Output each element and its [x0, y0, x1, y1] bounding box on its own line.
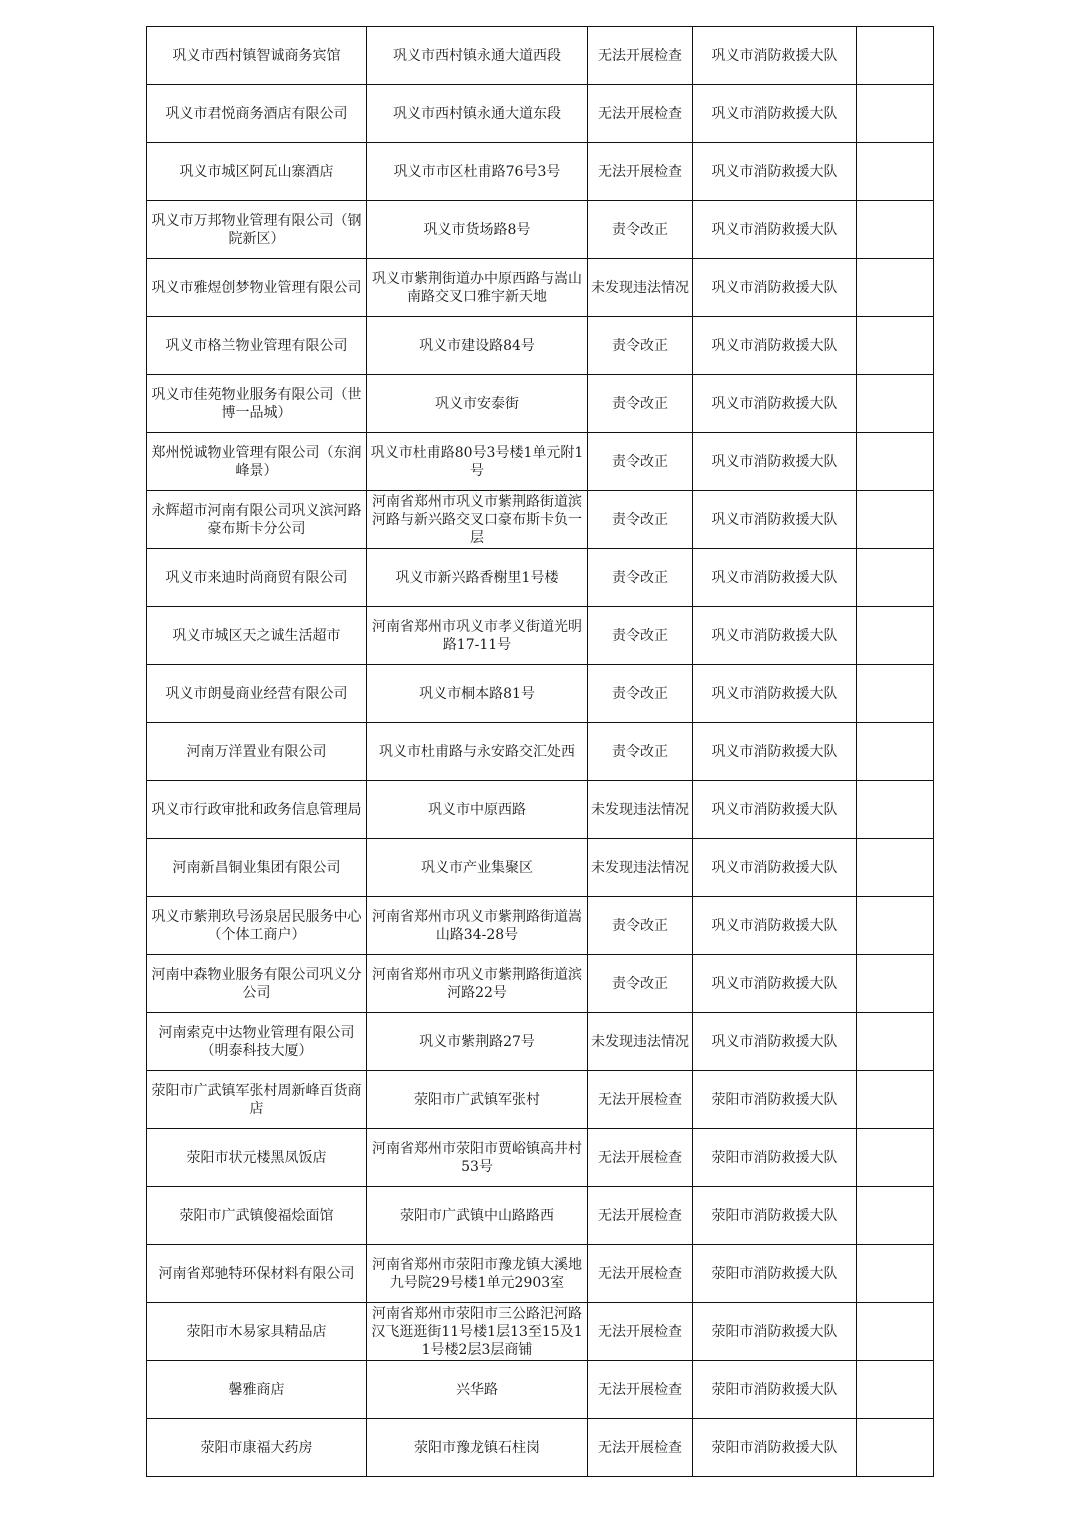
table-row — [147, 1419, 934, 1477]
remark-cell — [857, 433, 934, 491]
table-row — [147, 491, 934, 549]
inspection-result-cell: 责令改正 — [588, 201, 693, 259]
remark-cell — [857, 143, 934, 201]
remark-cell — [857, 1245, 934, 1303]
table-row — [147, 1013, 934, 1071]
remark-cell — [857, 723, 934, 781]
agency-cell: 巩义市消防救援大队 — [693, 259, 857, 317]
agency-cell: 巩义市消防救援大队 — [693, 143, 857, 201]
address-cell: 巩义市新兴路香榭里1号楼 — [367, 549, 588, 607]
address-cell: 巩义市杜甫路80号3号楼1单元附1号 — [367, 433, 588, 491]
agency-cell: 巩义市消防救援大队 — [693, 317, 857, 375]
unit-name-cell: 巩义市佳苑物业服务有限公司（世博一品城） — [147, 375, 367, 433]
address-cell: 荥阳市广武镇中山路路西 — [367, 1187, 588, 1245]
inspection-result-cell: 责令改正 — [588, 317, 693, 375]
inspection-result-cell: 无法开展检查 — [588, 85, 693, 143]
remark-cell — [857, 781, 934, 839]
unit-name-cell: 荥阳市广武镇傻福烩面馆 — [147, 1187, 367, 1245]
address-cell: 河南省郑州市荥阳市贾峪镇高井村53号 — [367, 1129, 588, 1187]
unit-name-cell: 巩义市紫荆玖号汤泉居民服务中心（个体工商户） — [147, 897, 367, 955]
remark-cell — [857, 1303, 934, 1361]
inspection-result-cell: 责令改正 — [588, 897, 693, 955]
unit-name-cell: 河南索克中达物业管理有限公司（明泰科技大厦） — [147, 1013, 367, 1071]
unit-name-cell: 馨雅商店 — [147, 1361, 367, 1419]
remark-cell — [857, 607, 934, 665]
agency-cell: 荥阳市消防救援大队 — [693, 1245, 857, 1303]
table-row — [147, 27, 934, 85]
table-row — [147, 1245, 934, 1303]
inspection-result-cell: 责令改正 — [588, 955, 693, 1013]
unit-name-cell: 巩义市雅煜创梦物业管理有限公司 — [147, 259, 367, 317]
unit-name-cell: 巩义市来迪时尚商贸有限公司 — [147, 549, 367, 607]
inspection-result-cell: 责令改正 — [588, 433, 693, 491]
table-row — [147, 897, 934, 955]
table-row — [147, 839, 934, 897]
table-row — [147, 433, 934, 491]
table-row — [147, 317, 934, 375]
table-body — [147, 27, 934, 1477]
table-row — [147, 85, 934, 143]
inspection-result-cell: 无法开展检查 — [588, 1361, 693, 1419]
table-row — [147, 259, 934, 317]
agency-cell: 巩义市消防救援大队 — [693, 723, 857, 781]
address-cell: 河南省郑州市巩义市紫荆路街道滨河路22号 — [367, 955, 588, 1013]
unit-name-cell: 巩义市格兰物业管理有限公司 — [147, 317, 367, 375]
address-cell: 巩义市西村镇永通大道西段 — [367, 27, 588, 85]
agency-cell: 巩义市消防救援大队 — [693, 549, 857, 607]
remark-cell — [857, 897, 934, 955]
inspection-table — [146, 26, 934, 1477]
inspection-result-cell: 无法开展检查 — [588, 1129, 693, 1187]
remark-cell — [857, 1013, 934, 1071]
inspection-result-cell: 无法开展检查 — [588, 1303, 693, 1361]
address-cell: 荥阳市豫龙镇石柱岗 — [367, 1419, 588, 1477]
table-row — [147, 955, 934, 1013]
agency-cell: 巩义市消防救援大队 — [693, 27, 857, 85]
table-row — [147, 143, 934, 201]
address-cell: 巩义市西村镇永通大道东段 — [367, 85, 588, 143]
address-cell: 河南省郑州市巩义市孝义街道光明路17-11号 — [367, 607, 588, 665]
inspection-result-cell: 无法开展检查 — [588, 143, 693, 201]
table-row — [147, 607, 934, 665]
agency-cell: 巩义市消防救援大队 — [693, 781, 857, 839]
agency-cell: 巩义市消防救援大队 — [693, 491, 857, 549]
table-row — [147, 1303, 934, 1361]
remark-cell — [857, 201, 934, 259]
agency-cell: 巩义市消防救援大队 — [693, 201, 857, 259]
table-row — [147, 1361, 934, 1419]
unit-name-cell: 巩义市朗曼商业经营有限公司 — [147, 665, 367, 723]
inspection-result-cell: 无法开展检查 — [588, 1245, 693, 1303]
inspection-result-cell: 无法开展检查 — [588, 1071, 693, 1129]
inspection-result-cell: 未发现违法情况 — [588, 259, 693, 317]
address-cell: 巩义市紫荆路27号 — [367, 1013, 588, 1071]
agency-cell: 巩义市消防救援大队 — [693, 897, 857, 955]
table-row — [147, 1071, 934, 1129]
remark-cell — [857, 1419, 934, 1477]
inspection-result-cell: 责令改正 — [588, 375, 693, 433]
agency-cell: 巩义市消防救援大队 — [693, 433, 857, 491]
remark-cell — [857, 1129, 934, 1187]
table-row — [147, 1187, 934, 1245]
address-cell: 河南省郑州市荥阳市豫龙镇大溪地九号院29号楼1单元2903室 — [367, 1245, 588, 1303]
remark-cell — [857, 549, 934, 607]
address-cell: 巩义市中原西路 — [367, 781, 588, 839]
unit-name-cell: 永辉超市河南有限公司巩义滨河路豪布斯卡分公司 — [147, 491, 367, 549]
inspection-result-cell: 无法开展检查 — [588, 1419, 693, 1477]
agency-cell: 荥阳市消防救援大队 — [693, 1419, 857, 1477]
inspection-result-cell: 责令改正 — [588, 723, 693, 781]
unit-name-cell: 巩义市行政审批和政务信息管理局 — [147, 781, 367, 839]
agency-cell: 荥阳市消防救援大队 — [693, 1071, 857, 1129]
table-row — [147, 375, 934, 433]
table-row — [147, 781, 934, 839]
address-cell: 巩义市产业集聚区 — [367, 839, 588, 897]
inspection-result-cell: 责令改正 — [588, 607, 693, 665]
unit-name-cell: 荥阳市状元楼黑凤饭店 — [147, 1129, 367, 1187]
unit-name-cell: 荥阳市木易家具精品店 — [147, 1303, 367, 1361]
remark-cell — [857, 27, 934, 85]
agency-cell: 巩义市消防救援大队 — [693, 839, 857, 897]
remark-cell — [857, 955, 934, 1013]
unit-name-cell: 巩义市君悦商务酒店有限公司 — [147, 85, 367, 143]
agency-cell: 荥阳市消防救援大队 — [693, 1361, 857, 1419]
remark-cell — [857, 1361, 934, 1419]
agency-cell: 荥阳市消防救援大队 — [693, 1129, 857, 1187]
address-cell: 河南省郑州市巩义市紫荆路街道滨河路与新兴路交叉口豪布斯卡负一层 — [367, 491, 588, 549]
inspection-result-cell: 未发现违法情况 — [588, 839, 693, 897]
unit-name-cell: 巩义市城区天之诚生活超市 — [147, 607, 367, 665]
agency-cell: 巩义市消防救援大队 — [693, 665, 857, 723]
address-cell: 巩义市安泰街 — [367, 375, 588, 433]
unit-name-cell: 巩义市城区阿瓦山寨酒店 — [147, 143, 367, 201]
inspection-result-cell: 未发现违法情况 — [588, 1013, 693, 1071]
address-cell: 巩义市紫荆街道办中原西路与嵩山南路交叉口雅宇新天地 — [367, 259, 588, 317]
agency-cell: 巩义市消防救援大队 — [693, 1013, 857, 1071]
agency-cell: 巩义市消防救援大队 — [693, 85, 857, 143]
unit-name-cell: 巩义市万邦物业管理有限公司（钢院新区） — [147, 201, 367, 259]
table-row — [147, 201, 934, 259]
remark-cell — [857, 491, 934, 549]
address-cell: 河南省郑州市荥阳市三公路汜河路汉飞逛逛街11号楼1层13至15及11号楼2层3层商铺 — [367, 1303, 588, 1361]
unit-name-cell: 巩义市西村镇智诚商务宾馆 — [147, 27, 367, 85]
unit-name-cell: 河南新昌铜业集团有限公司 — [147, 839, 367, 897]
inspection-result-cell: 未发现违法情况 — [588, 781, 693, 839]
inspection-result-cell: 无法开展检查 — [588, 27, 693, 85]
agency-cell: 荥阳市消防救援大队 — [693, 1303, 857, 1361]
unit-name-cell: 郑州悦诚物业管理有限公司（东润峰景） — [147, 433, 367, 491]
remark-cell — [857, 1187, 934, 1245]
remark-cell — [857, 317, 934, 375]
table-row — [147, 723, 934, 781]
inspection-result-cell: 责令改正 — [588, 549, 693, 607]
unit-name-cell: 河南省郑驰特环保材料有限公司 — [147, 1245, 367, 1303]
remark-cell — [857, 665, 934, 723]
address-cell: 荥阳市广武镇军张村 — [367, 1071, 588, 1129]
address-cell: 巩义市货场路8号 — [367, 201, 588, 259]
remark-cell — [857, 259, 934, 317]
inspection-result-cell: 无法开展检查 — [588, 1187, 693, 1245]
address-cell: 巩义市市区杜甫路76号3号 — [367, 143, 588, 201]
address-cell: 巩义市桐本路81号 — [367, 665, 588, 723]
address-cell: 巩义市建设路84号 — [367, 317, 588, 375]
remark-cell — [857, 85, 934, 143]
agency-cell: 巩义市消防救援大队 — [693, 607, 857, 665]
remark-cell — [857, 1071, 934, 1129]
agency-cell: 荥阳市消防救援大队 — [693, 1187, 857, 1245]
address-cell: 兴华路 — [367, 1361, 588, 1419]
table-row — [147, 1129, 934, 1187]
unit-name-cell: 荥阳市康福大药房 — [147, 1419, 367, 1477]
unit-name-cell: 荥阳市广武镇军张村周新峰百货商店 — [147, 1071, 367, 1129]
remark-cell — [857, 375, 934, 433]
table-row — [147, 665, 934, 723]
agency-cell: 巩义市消防救援大队 — [693, 375, 857, 433]
address-cell: 巩义市杜甫路与永安路交汇处西 — [367, 723, 588, 781]
inspection-result-cell: 责令改正 — [588, 491, 693, 549]
agency-cell: 巩义市消防救援大队 — [693, 955, 857, 1013]
table-row — [147, 549, 934, 607]
inspection-result-cell: 责令改正 — [588, 665, 693, 723]
unit-name-cell: 河南中森物业服务有限公司巩义分公司 — [147, 955, 367, 1013]
address-cell: 河南省郑州市巩义市紫荆路街道嵩山路34-28号 — [367, 897, 588, 955]
unit-name-cell: 河南万洋置业有限公司 — [147, 723, 367, 781]
remark-cell — [857, 839, 934, 897]
